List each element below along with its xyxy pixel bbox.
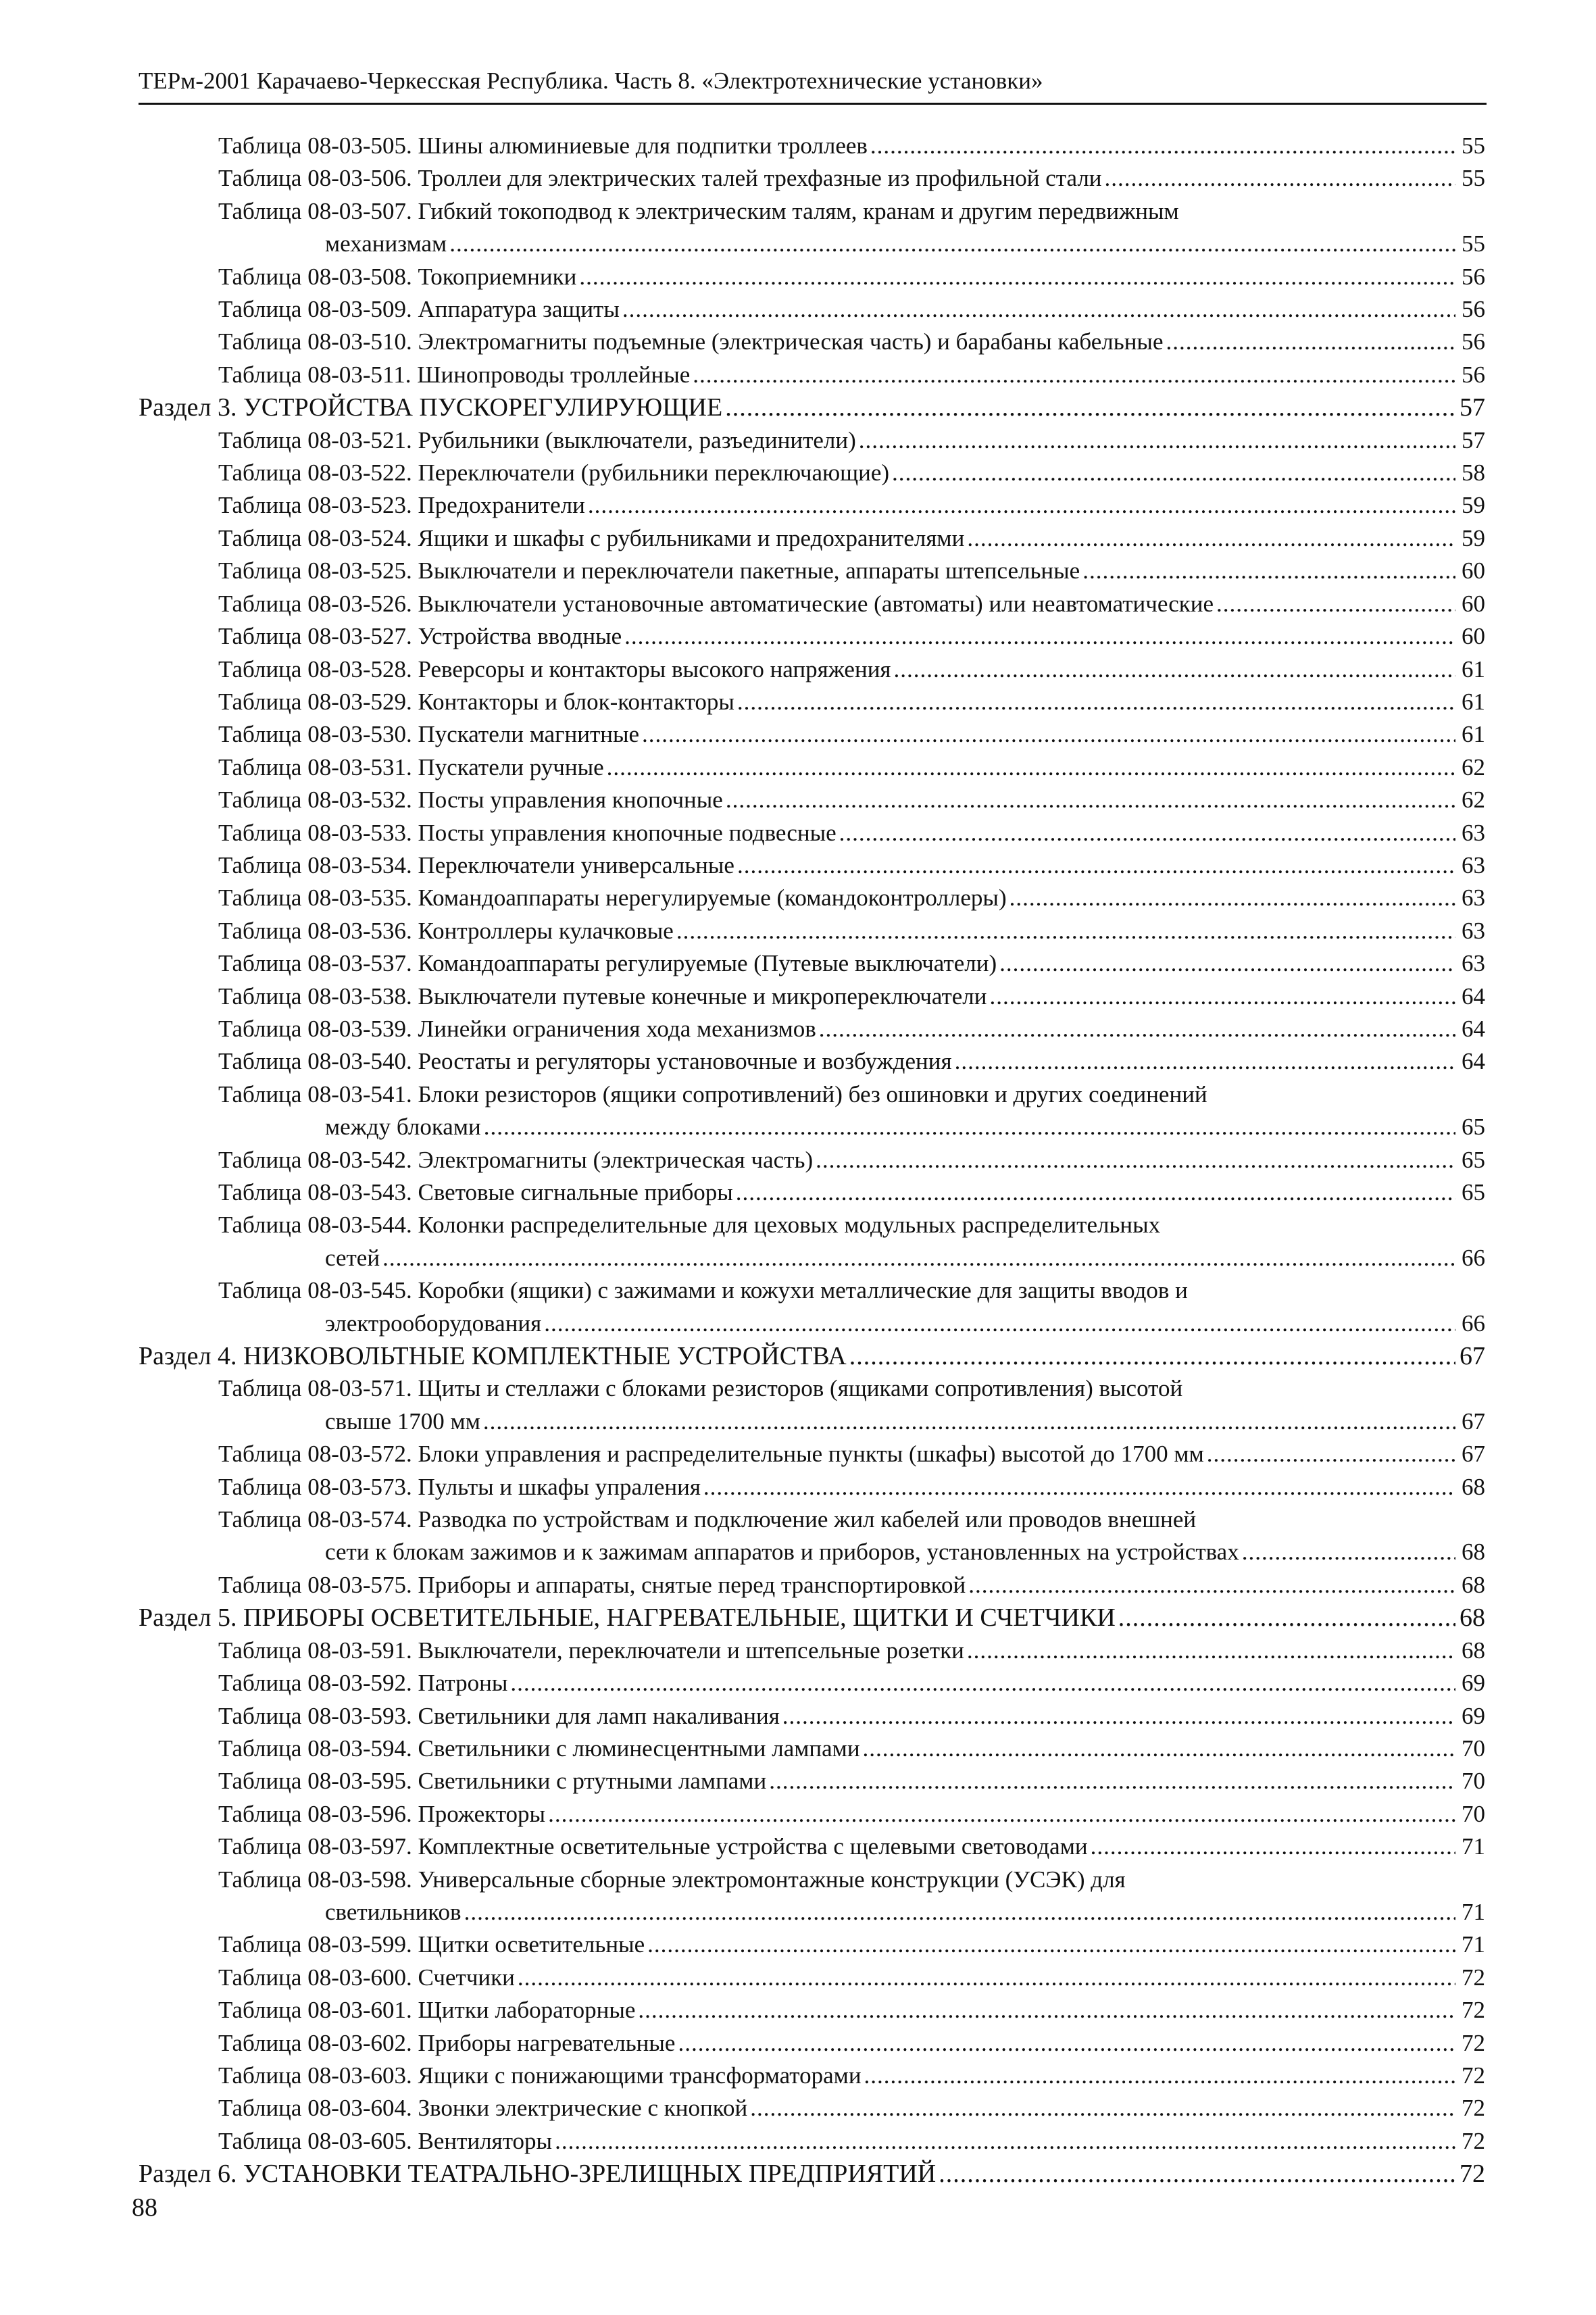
toc-entry-page: 61 [1462,655,1485,682]
dot-leader [642,718,1455,751]
dot-leader [624,620,1455,653]
dot-leader [726,784,1455,816]
toc-entry-title: Таблица 08-03-541. Блоки резисторов (ящики сопротивлений) без ошиновки и других соединений [218,1080,1207,1107]
toc-entry-page: 68 [1462,1473,1485,1500]
toc-table-entry[interactable] [139,522,1485,555]
toc-table-entry[interactable] [139,882,1485,914]
toc-table-entry[interactable] [139,1372,1485,1438]
dot-leader [863,1733,1455,1765]
toc-table-entry[interactable] [139,1176,1485,1209]
toc-entry-title: Таблица 08-03-533. Посты управления кнопочные подвесные [218,819,837,846]
toc-entry-title: Таблица 08-03-575. Приборы и аппараты, снятые перед транспортировкой [218,1571,966,1598]
toc-entry-page: 60 [1462,557,1485,584]
toc-entry-title: свыше 1700 мм [325,1408,480,1435]
dot-leader [678,2027,1455,2060]
dot-leader [819,1013,1455,1045]
toc-entry-page: 56 [1462,263,1485,290]
dot-leader [510,1667,1455,1699]
toc-entry-title: механизмам [325,230,447,257]
toc-entry-title: электрооборудования [325,1310,542,1337]
toc-entry-title: сетей [325,1244,380,1271]
toc-entry-page: 57 [1462,426,1485,453]
toc-table-entry[interactable] [139,1013,1485,1045]
toc-entry-title: Таблица 08-03-571. Щиты и стеллажи с блоками резисторов (ящиками сопротивления) высотой [218,1375,1183,1402]
dot-leader [999,947,1455,980]
dot-leader [647,1928,1455,1961]
dot-leader [588,489,1455,522]
toc-entry-page: 63 [1462,950,1485,977]
toc-section-entry[interactable] [139,391,1485,424]
toc-entry-title: Таблица 08-03-605. Вентиляторы [218,2127,553,2154]
toc-entry-page: 70 [1462,1768,1485,1795]
toc-entry-page: 58 [1462,459,1485,487]
dot-leader [518,1962,1455,1994]
toc-table-entry[interactable] [139,1471,1485,1503]
toc-table-entry[interactable] [139,751,1485,784]
toc-table-entry[interactable] [139,1700,1485,1733]
toc-table-entry[interactable] [139,718,1485,751]
toc-entry-page: 72 [1460,2160,1485,2189]
dot-leader [737,849,1455,882]
toc-entry-title: Таблица 08-03-594. Светильники с люминесцентными лампами [218,1735,860,1762]
toc-entry-title: Таблица 08-03-506. Троллеи для электрических талей трехфазные из профильной стали [218,165,1102,192]
toc-entry-page: 71 [1462,1931,1485,1958]
dot-leader [967,522,1455,555]
toc-entry-title: Таблица 08-03-511. Шинопроводы троллейные [218,361,691,388]
toc-entry-page: 59 [1462,492,1485,519]
dot-leader [967,1635,1455,1667]
dot-leader [782,1700,1455,1733]
toc-table-entry[interactable] [139,130,1485,162]
dot-leader [382,1242,1455,1274]
dot-leader [622,293,1455,326]
toc-entry-page: 64 [1462,1048,1485,1075]
toc-entry-title: Таблица 08-03-536. Контроллеры кулачковые [218,917,674,944]
toc-entry-page: 65 [1462,1179,1485,1205]
toc-entry-page: 72 [1462,2029,1485,2056]
dot-leader [544,1308,1455,1340]
toc-entry-title: сети к блокам зажимов и к зажимам аппаратов и приборов, установленных на устройствах [325,1539,1239,1566]
toc-entry-page: 55 [1462,132,1485,159]
toc-entry-title: Таблица 08-03-534. Переключатели универсальные [218,851,734,878]
toc-entry-page: 61 [1462,721,1485,748]
dot-leader [769,1765,1455,1797]
dot-leader [1105,162,1455,195]
toc-entry-page: 72 [1462,2095,1485,2122]
toc-table-entry[interactable] [139,1569,1485,1601]
dot-leader [676,915,1455,947]
dot-leader [703,1471,1455,1503]
toc-table-entry[interactable] [139,620,1485,653]
toc-entry-page: 55 [1462,165,1485,192]
toc-entry-page: 66 [1462,1244,1485,1271]
toc-table-entry[interactable] [139,849,1485,882]
toc-table-entry[interactable] [139,195,1485,261]
toc-entry-page: 63 [1462,851,1485,878]
toc-table-entry[interactable] [139,1635,1485,1667]
dot-leader [1082,555,1455,587]
toc-entry-page: 68 [1462,1637,1485,1664]
dot-leader [939,2158,1455,2190]
toc-entry-title: Таблица 08-03-592. Патроны [218,1670,508,1697]
toc-entry-page: 67 [1462,1408,1485,1435]
toc-entry-title: Таблица 08-03-595. Светильники с ртутными лампами [218,1768,767,1795]
toc-table-entry[interactable] [139,1733,1485,1765]
toc-entry-page: 67 [1460,1342,1485,1371]
toc-entry-title: Таблица 08-03-542. Электромагниты (электрическая часть) [218,1146,814,1173]
toc-table-entry[interactable] [139,457,1485,489]
toc-entry-page: 63 [1462,885,1485,912]
dot-leader [725,391,1455,424]
toc-entry-page: 65 [1462,1146,1485,1173]
toc-entry-title: Таблица 08-03-596. Прожекторы [218,1800,546,1827]
toc-entry-page: 62 [1462,753,1485,780]
toc-entry-title: Таблица 08-03-522. Переключатели (рубильники переключающие) [218,459,890,487]
toc-table-entry[interactable] [139,1667,1485,1699]
dot-leader [1207,1438,1455,1470]
toc-table-entry[interactable] [139,261,1485,293]
toc-table-entry[interactable] [139,1928,1485,1961]
running-header: ТЕРм-2001 Карачаево-Черкесская Республика. Часть 8. «Электротехнические установки» [139,62,1487,105]
toc-table-entry[interactable] [139,1831,1485,1863]
toc-table-entry[interactable] [139,2125,1485,2158]
toc-table-entry[interactable] [139,326,1485,358]
toc-entry-page: 72 [1462,1997,1485,2024]
toc-entry-title: Таблица 08-03-540. Реостаты и регуляторы установочные и возбуждения [218,1048,952,1075]
toc-table-entry[interactable] [139,1274,1485,1340]
toc-entry-title: Таблица 08-03-574. Разводка по устройствам и подключение жил кабелей или проводов внешней [218,1506,1197,1533]
toc-table-entry[interactable] [139,1994,1485,2026]
toc-table-entry[interactable] [139,424,1485,457]
toc-entry-page: 56 [1462,296,1485,323]
dot-leader [555,2125,1455,2158]
toc-entry-title: Таблица 08-03-537. Командоаппараты регулируемые (Путевые выключатели) [218,950,997,977]
toc-table-entry[interactable] [139,817,1485,849]
toc-entry-page: 68 [1462,1571,1485,1598]
toc-entry-page: 72 [1462,2062,1485,2089]
toc-entry-title: Таблица 08-03-572. Блоки управления и распределительные пункты (шкафы) высотой до 1700 мм [218,1441,1204,1468]
dot-leader [484,1111,1455,1143]
dot-leader [638,1994,1455,2026]
dot-leader [693,359,1455,391]
toc-entry-title: Таблица 08-03-601. Щитки лабораторные [218,1997,636,2024]
dot-leader [839,817,1455,849]
dot-leader [1166,326,1455,358]
dot-leader [607,751,1455,784]
toc-entry-page: 61 [1462,688,1485,715]
toc-table-entry[interactable] [139,1864,1485,1929]
toc-table-entry[interactable] [139,2027,1485,2060]
toc-table-entry[interactable] [139,1962,1485,1994]
toc-entry-page: 64 [1462,1015,1485,1042]
toc-entry-title: Таблица 08-03-528. Реверсоры и контакторы высокого напряжения [218,655,891,682]
toc-entry-title: Таблица 08-03-598. Универсальные сборные электромонтажные конструкции (УСЭК) для [218,1866,1126,1893]
dot-leader [579,261,1455,293]
toc-entry-title: Таблица 08-03-538. Выключатели путевые конечные и микропереключатели [218,982,987,1010]
toc-entry-title: между блоками [325,1114,481,1141]
toc-entry-title: Раздел 3. УСТРОЙСТВА ПУСКОРЕГУЛИРУЮЩИЕ [139,393,723,422]
toc-entry-title: Таблица 08-03-510. Электромагниты подъемные (электрическая часть) и барабаны кабельные [218,328,1164,355]
toc-table-entry[interactable] [139,1438,1485,1470]
toc-entry-page: 64 [1462,982,1485,1010]
toc-entry-title: Раздел 6. УСТАНОВКИ ТЕАТРАЛЬНО-ЗРЕЛИЩНЫХ ПРЕДПРИЯТИЙ [139,2160,937,2189]
dot-leader [859,424,1455,457]
toc-entry-title: Таблица 08-03-604. Звонки электрические с кнопкой [218,2095,748,2122]
dot-leader [736,1176,1455,1209]
dot-leader [1242,1536,1455,1568]
toc-entry-title: Раздел 5. ПРИБОРЫ ОСВЕТИТЕЛЬНЫЕ, НАГРЕВАТЕЛЬНЫЕ, ЩИТКИ И СЧЕТЧИКИ [139,1603,1116,1633]
toc-entry-page: 70 [1462,1735,1485,1762]
toc-entry-page: 71 [1462,1833,1485,1860]
dot-leader [1216,588,1455,620]
toc-table-entry[interactable] [139,947,1485,980]
dot-leader [892,457,1455,489]
toc-entry-page: 71 [1462,1898,1485,1925]
toc-entry-page: 72 [1462,2127,1485,2154]
toc-entry-title: Таблица 08-03-505. Шины алюминиевые для подпитки троллеев [218,132,868,159]
toc-table-entry[interactable] [139,2092,1485,2124]
toc-table-entry[interactable] [139,588,1485,620]
toc-entry-page: 68 [1460,1603,1485,1633]
toc-entry-title: Таблица 08-03-544. Колонки распределительные для цеховых модульных распределительных [218,1212,1161,1239]
toc-entry-title: Таблица 08-03-545. Коробки (ящики) с зажимами и кожухи металлические для защиты вводов и [218,1277,1188,1304]
page-number: 88 [132,2193,157,2222]
toc-entry-title: Таблица 08-03-525. Выключатели и переключатели пакетные, аппараты штепсельные [218,557,1080,584]
dot-leader [1118,1601,1455,1634]
toc-entry-title: светильников [325,1898,462,1925]
toc-entry-title: Таблица 08-03-539. Линейки ограничения хода механизмов [218,1015,816,1042]
toc-entry-title: Таблица 08-03-602. Приборы нагревательные [218,2029,676,2056]
toc-entry-title: Таблица 08-03-508. Токоприемники [218,263,577,290]
toc-table-entry[interactable] [139,1078,1485,1144]
toc-entry-page: 63 [1462,819,1485,846]
toc-table-entry[interactable] [139,980,1485,1013]
toc-entry-title: Таблица 08-03-535. Командоаппараты нерегулируемые (командоконтроллеры) [218,885,1007,912]
toc-entry-page: 72 [1462,1964,1485,1991]
toc-table-entry[interactable] [139,293,1485,326]
toc-entry-page: 60 [1462,623,1485,650]
toc-entry-title: Таблица 08-03-524. Ящики и шкафы с рубильниками и предохранителями [218,524,965,551]
toc-entry-page: 57 [1460,393,1485,422]
toc-entry-page: 70 [1462,1800,1485,1827]
dot-leader [449,228,1455,260]
toc-table-entry[interactable] [139,1503,1485,1569]
toc-entry-title: Таблица 08-03-543. Световые сигнальные приборы [218,1179,733,1205]
toc-table-entry[interactable] [139,489,1485,522]
toc-entry-page: 60 [1462,590,1485,617]
dot-leader [870,130,1455,162]
dot-leader [968,1569,1455,1601]
toc-entry-page: 63 [1462,917,1485,944]
toc-entry-page: 59 [1462,524,1485,551]
toc-table-entry[interactable] [139,915,1485,947]
toc-entry-title: Таблица 08-03-529. Контакторы и блок-контакторы [218,688,734,715]
toc-table-entry[interactable] [139,1144,1485,1176]
toc-section-entry[interactable] [139,1340,1485,1372]
toc-entry-title: Таблица 08-03-509. Аппаратура защиты [218,296,620,323]
toc-table-entry[interactable] [139,784,1485,816]
toc-entry-page: 55 [1462,230,1485,257]
toc-entry-page: 65 [1462,1114,1485,1141]
toc-table-entry[interactable] [139,1045,1485,1078]
toc-table-entry[interactable] [139,653,1485,686]
toc-entry-title: Таблица 08-03-507. Гибкий токоподвод к электрическим талям, кранам и другим передвижным [218,197,1179,224]
table-of-contents [139,130,1485,2191]
toc-entry-title: Раздел 4. НИЗКОВОЛЬТНЫЕ КОМПЛЕКТНЫЕ УСТРОЙСТВА [139,1342,847,1371]
dot-leader [750,2092,1455,2124]
toc-table-entry[interactable] [139,686,1485,718]
toc-entry-title: Таблица 08-03-593. Светильники для ламп накаливания [218,1702,780,1729]
dot-leader [737,686,1455,718]
toc-entry-page: 56 [1462,328,1485,355]
toc-entry-title: Таблица 08-03-573. Пульты и шкафы упраления [218,1473,701,1500]
toc-table-entry[interactable] [139,555,1485,587]
toc-table-entry[interactable] [139,2060,1485,2092]
toc-entry-title: Таблица 08-03-600. Счетчики [218,1964,515,1991]
toc-entry-title: Таблица 08-03-591. Выключатели, переключатели и штепсельные розетки [218,1637,964,1664]
dot-leader [483,1405,1455,1438]
dot-leader [849,1340,1455,1372]
toc-table-entry[interactable] [139,359,1485,391]
toc-entry-page: 68 [1462,1539,1485,1566]
dot-leader [816,1144,1455,1176]
toc-entry-title: Таблица 08-03-599. Щитки осветительные [218,1931,645,1958]
toc-entry-title: Таблица 08-03-526. Выключатели установочные автоматические (автоматы) или неавтоматические [218,590,1214,617]
toc-entry-title: Таблица 08-03-523. Предохранители [218,492,585,519]
toc-table-entry[interactable] [139,1765,1485,1797]
toc-table-entry[interactable] [139,1798,1485,1831]
toc-entry-page: 66 [1462,1310,1485,1337]
toc-table-entry[interactable] [139,1209,1485,1274]
toc-entry-page: 69 [1462,1670,1485,1697]
toc-table-entry[interactable] [139,162,1485,195]
toc-entry-title: Таблица 08-03-532. Посты управления кнопочные [218,787,723,814]
toc-entry-title: Таблица 08-03-521. Рубильники (выключатели, разъединители) [218,426,856,453]
toc-entry-title: Таблица 08-03-530. Пускатели магнитные [218,721,640,748]
toc-entry-title: Таблица 08-03-531. Пускатели ручные [218,753,604,780]
toc-section-entry[interactable] [139,1601,1485,1634]
toc-entry-page: 67 [1462,1441,1485,1468]
dot-leader [464,1896,1455,1928]
toc-entry-page: 62 [1462,787,1485,814]
dot-leader [548,1798,1455,1831]
dot-leader [864,2060,1455,2092]
dot-leader [990,980,1456,1013]
dot-leader [1091,1831,1455,1863]
toc-entry-title: Таблица 08-03-603. Ящики с понижающими трансформаторами [218,2062,862,2089]
toc-entry-page: 56 [1462,361,1485,388]
dot-leader [894,653,1455,686]
toc-entry-title: Таблица 08-03-597. Комплектные осветительные устройства с щелевыми световодами [218,1833,1088,1860]
toc-entry-page: 69 [1462,1702,1485,1729]
toc-section-entry[interactable] [139,2158,1485,2190]
toc-entry-title: Таблица 08-03-527. Устройства вводные [218,623,622,650]
dot-leader [1009,882,1455,914]
dot-leader [955,1045,1455,1078]
